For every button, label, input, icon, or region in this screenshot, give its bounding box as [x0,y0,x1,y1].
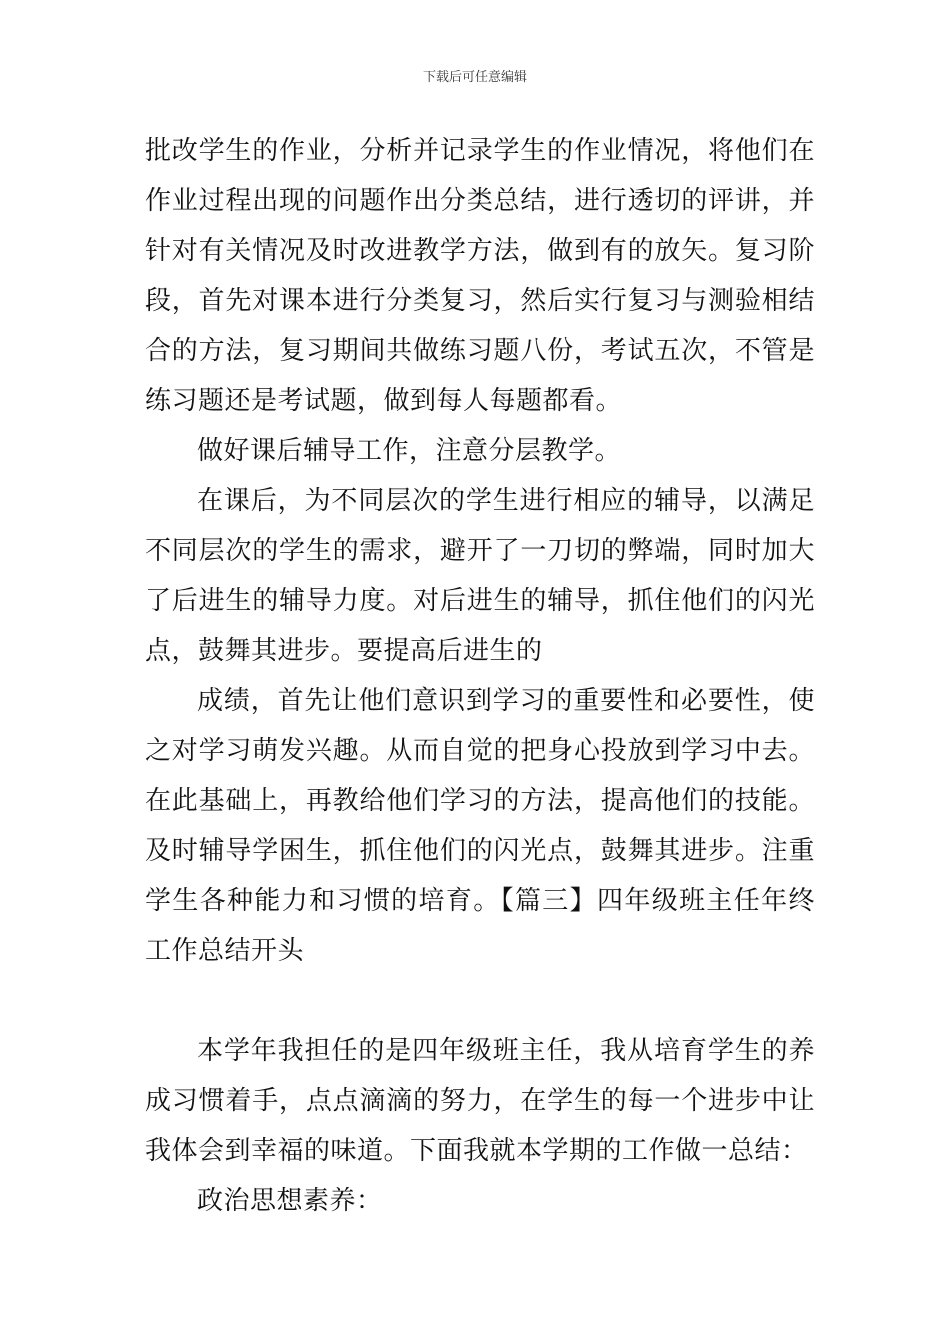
paragraph-gap [145,976,815,1026]
paragraph-grading: 批改学生的作业，分析并记录学生的作业情况，将他们在作业过程出现的问题作出分类总结，进行透切的评讲，并针对有关情况及时改进教学方法，做到有的放矢。复习阶段，首先对课本进行分类复习，然后实行复习与测验相结合的方法，复习期间共做练习题八份，考试五次，不管是练习题还是考试题，做到每人每题都看。 [145,136,815,416]
header-note: 下载后可任意编辑 [422,70,527,85]
paragraph-grades: 成绩，首先让他们意识到学习的重要性和必要性，使之对学习萌发兴趣。从而自觉的把身心投放到学习中去。在此基础上，再教给他们学习的方法，提高他们的技能。及时辅导学困生，抓住他们的闪光点，鼓舞其进步。注重学生各种能力和习惯的培育。【篇三】四年级班主任年终工作总结开头 [145,686,815,966]
paragraph-after-class: 在课后，为不同层次的学生进行相应的辅导，以满足不同层次的学生的需求，避开了一刀切的弊端，同时加大了后进生的辅导力度。对后进生的辅导，抓住他们的闪光点，鼓舞其进步。要提高后进生的 [145,486,815,666]
paragraph-tutoring-heading: 做好课后辅导工作，注意分层教学。 [197,436,622,466]
document-body [145,126,815,1226]
paragraph-intro: 本学年我担任的是四年级班主任，我从培育学生的养成习惯着手，点点滴滴的努力，在学生的每一个进步中让我体会到幸福的味道。下面我就本学期的工作做一总结： [145,1036,815,1166]
paragraph-section-heading: 政治思想素养： [197,1186,383,1216]
